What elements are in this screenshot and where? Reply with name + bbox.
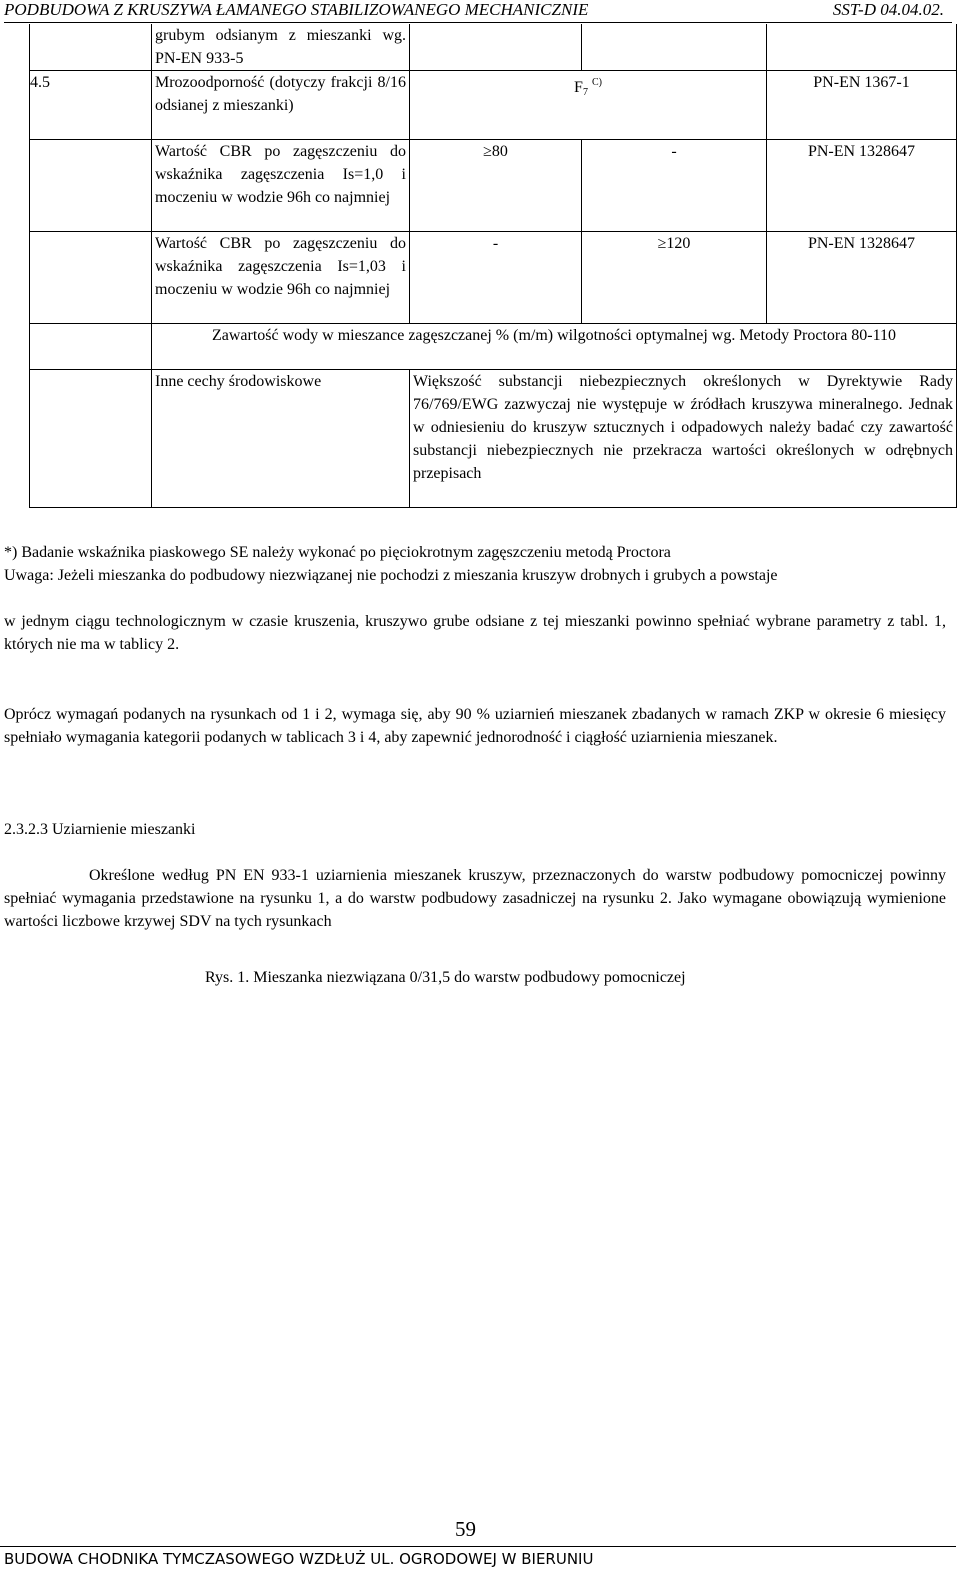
value-cell: ≥120 xyxy=(582,232,767,324)
value-cell: - xyxy=(410,232,582,324)
table-row xyxy=(30,370,957,508)
value-cell: ≥80 xyxy=(410,140,582,232)
table-row xyxy=(30,24,957,71)
paragraph-gradation: Określone według PN EN 933-1 uziarnienia mieszanek kruszyw, przeznaczonych do warstw podbudowy pomocniczej powinny spełniać wymagania przedstawione na rysunku 1, a do warstw podbudowy zasadniczej na rysunku 2. Jako wymagane obowiązują wymienione wartości liczbowe krzywej SDV na tych rysunkach xyxy=(4,867,946,930)
row-number: 4.5 xyxy=(30,71,152,140)
footnote-star: *) Badanie wskaźnika piaskowego SE należy wykonać po pięciokrotnym zagęszczeniu metodą Proctora xyxy=(4,544,671,561)
requirements-table xyxy=(29,24,957,508)
norm-cell: PN-EN 1328647 xyxy=(767,232,957,324)
page-footer: BUDOWA CHODNIKA TYMCZASOWEGO WZDŁUŻ UL. OGRODOWEJ W BIERUNIU xyxy=(0,1546,956,1569)
value-cell: - xyxy=(582,140,767,232)
property-cell: grubym odsianym z mieszanki wg. PN-EN 933-5 xyxy=(152,24,410,71)
section-heading: 2.3.2.3 Uziarnienie mieszanki xyxy=(4,821,196,838)
figure-caption: Rys. 1. Mieszanka niezwiązana 0/31,5 do warstw podbudowy pomocniczej xyxy=(205,969,686,986)
note-uwaga-line2: w jednym ciągu technologicznym w czasie kruszenia, kruszywo grube odsiane z tej mieszanki powinno spełniać wybrane parametry z tabl. 1, których nie ma w tablicy 2. xyxy=(4,613,946,653)
table-row xyxy=(30,140,957,232)
table-row xyxy=(30,232,957,324)
water-content-cell: Zawartość wody w mieszance zagęszczanej % (m/m) wilgotności optymalnej wg. Metody Proctora 80-110 xyxy=(152,324,957,370)
property-cell: Inne cechy środowiskowe xyxy=(152,370,410,508)
header-spec-code: SST-D 04.04.02. xyxy=(832,0,944,19)
property-cell: Wartość CBR po zagęszczeniu do wskaźnika zagęszczenia Is=1,0 i moczeniu w wodzie 96h co najmniej xyxy=(152,140,410,232)
property-cell: Wartość CBR po zagęszczeniu do wskaźnika zagęszczenia Is=1,03 i moczeniu w wodzie 96h co najmniej xyxy=(152,232,410,324)
table-row xyxy=(30,324,957,370)
page-header xyxy=(4,0,952,23)
norm-cell: PN-EN 1367-1 xyxy=(767,71,957,140)
category-cell: $F_7$ $^{C)}$ xyxy=(410,71,767,140)
page-number: 59 xyxy=(455,1517,476,1541)
norm-cell: PN-EN 1328647 xyxy=(767,140,957,232)
environment-cell: Większość substancji niebezpiecznych określonych w Dyrektywie Rady 76/769/EWG zazwyczaj nie występuje w źródłach kruszywa mineralnego. Jednak w odniesieniu do kruszyw sztucznych i odpadowych należy badać czy zawartość substancji niebezpiecznych nie przekracza wartości określonych w odrębnych przepisach xyxy=(410,370,957,508)
property-cell: Mrozoodporność (dotyczy frakcji 8/16 odsianej z mieszanki) xyxy=(152,71,410,140)
note-uwaga-line1: Uwaga: Jeżeli mieszanka do podbudowy niezwiązanej nie pochodzi z mieszania kruszyw drobnych i grubych a powstaje xyxy=(4,567,778,584)
paragraph-requirements: Oprócz wymagań podanych na rysunkach od 1 i 2, wymaga się, aby 90 % uziarnień mieszanek zbadanych w ramach ZKP w okresie 6 miesięcy spełniało wymagania kategorii podanych w tablicach 3 i 4, aby zapewnić jednorodność i ciągłość uziarnienia mieszanek. xyxy=(4,706,946,746)
header-title: PODBUDOWA Z KRUSZYWA ŁAMANEGO STABILIZOWANEGO MECHANICZNIE xyxy=(4,0,589,19)
table-row xyxy=(30,71,957,140)
